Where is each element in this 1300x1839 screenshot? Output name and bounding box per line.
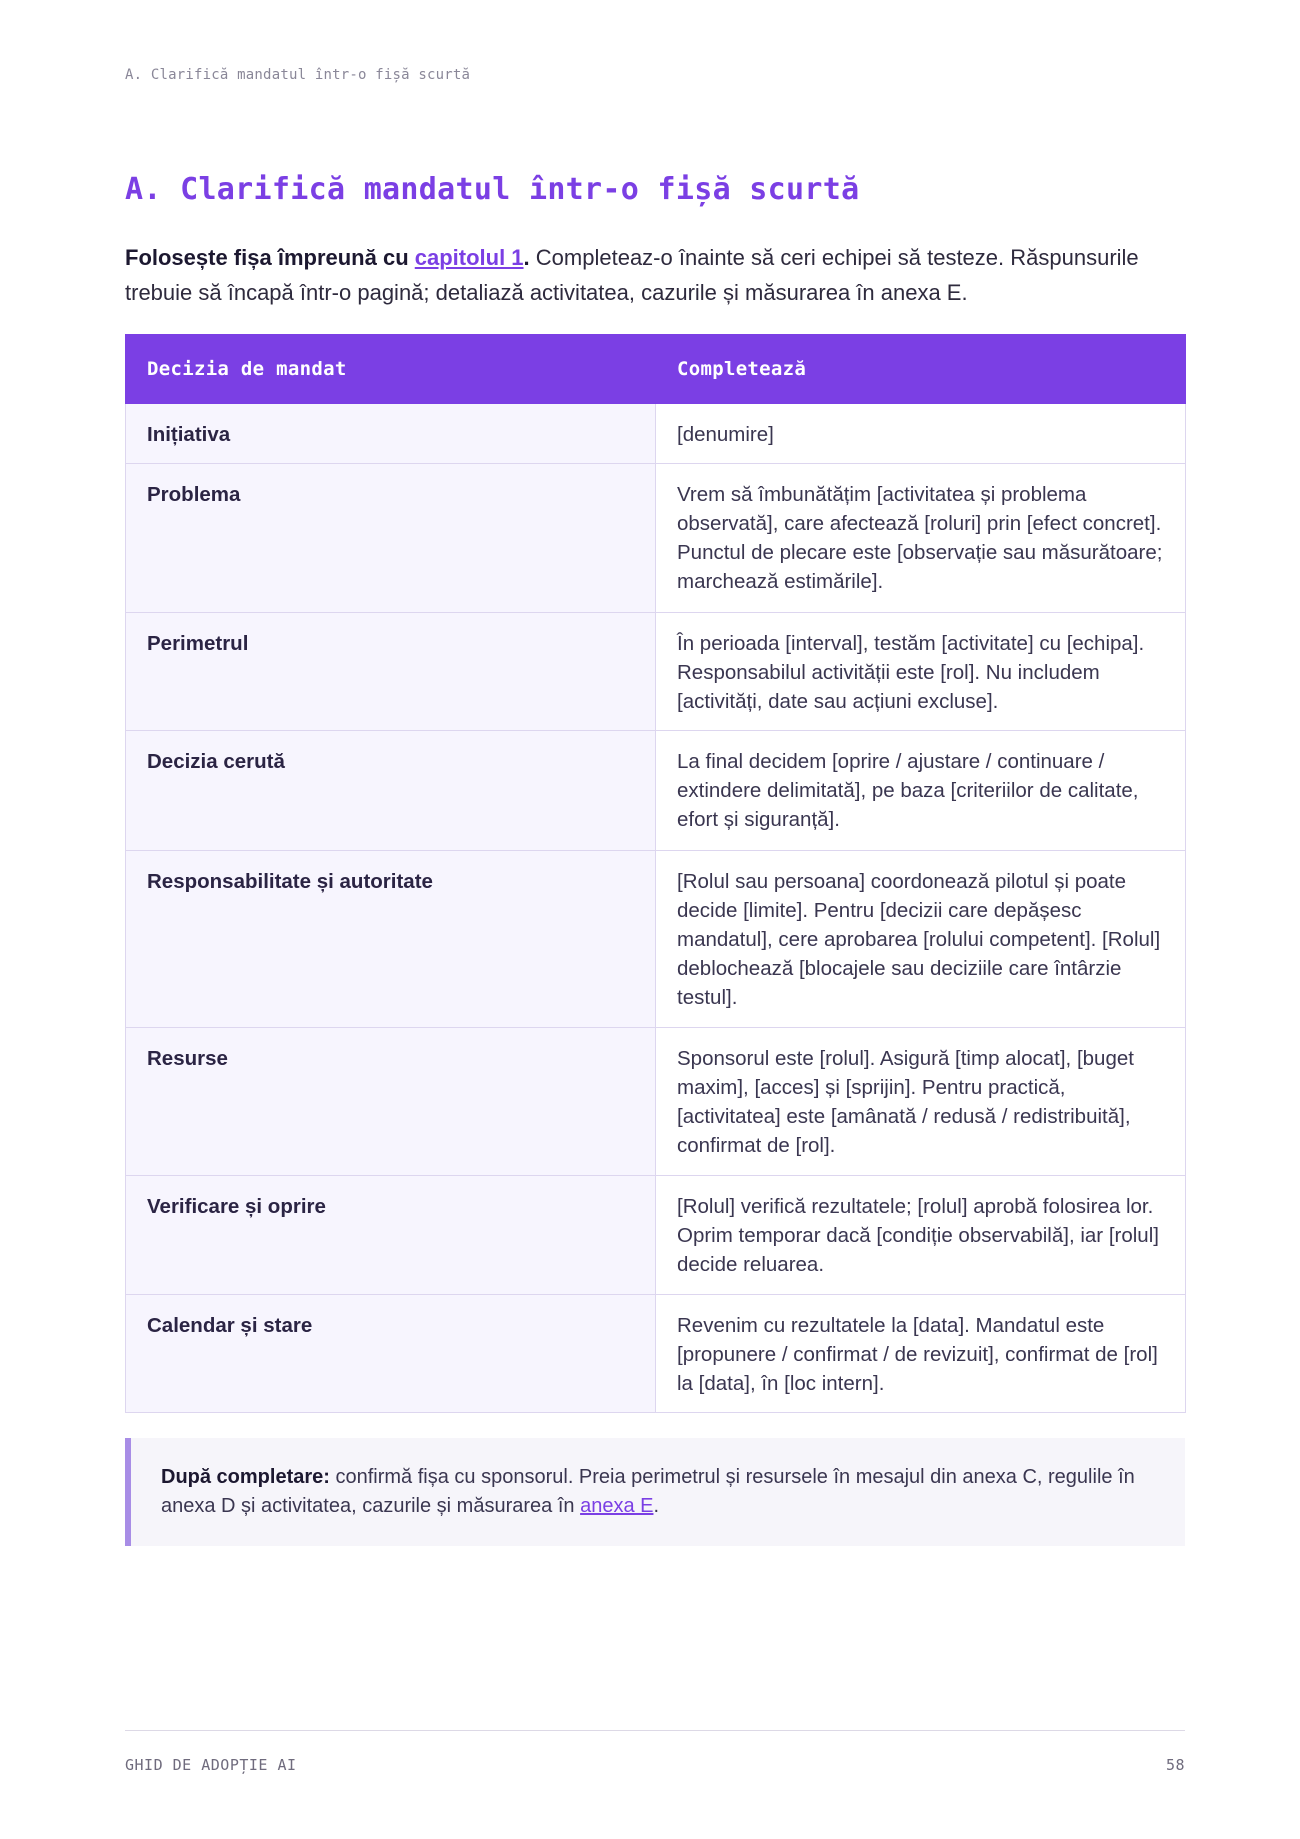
row-label: Problema xyxy=(126,464,656,613)
row-value: Sponsorul este [rolul]. Asigură [timp alocat], [buget maxim], [acces] și [sprijin]. Pentru practică, [activitatea] este [amânată / redusă / redistribuită], confirmat de [rol]. xyxy=(656,1028,1186,1176)
completion-note xyxy=(125,1438,1185,1546)
annex-e-link[interactable]: anexa E xyxy=(580,1495,654,1517)
footer-divider xyxy=(125,1730,1185,1731)
row-label: Inițiativa xyxy=(126,404,656,464)
column-header-decision: Decizia de mandat xyxy=(126,335,656,404)
row-value: [Rolul] verifică rezultatele; [rolul] aprobă folosirea lor. Oprim temporar dacă [condiție observabilă], iar [rolul] decide reluarea. xyxy=(656,1176,1186,1295)
note-lead: După completare: xyxy=(161,1466,330,1488)
table-row xyxy=(126,1295,1186,1413)
table-row xyxy=(126,731,1186,851)
mandate-table xyxy=(125,334,1186,1413)
intro-paragraph xyxy=(125,240,1185,310)
row-label: Resurse xyxy=(126,1028,656,1176)
table-row xyxy=(126,613,1186,731)
page-number: 58 xyxy=(1165,1756,1185,1774)
intro-lead: Folosește fișa împreună cu capitolul 1. xyxy=(125,245,530,270)
page-title: A. Clarifică mandatul într-o fișă scurtă xyxy=(125,172,860,207)
row-value: [Rolul sau persoana] coordonează pilotul și poate decide [limite]. Pentru [decizii care depășesc mandatul], cere aprobarea [rolului competent]. [Rolul] deblochează [blocajele sau deciziile care întârzie testul]. xyxy=(656,851,1186,1028)
row-value: Revenim cu rezultatele la [data]. Mandatul este [propunere / confirmat / de revizuit], confirmat de [rol] la [data], în [loc intern]. xyxy=(656,1295,1186,1413)
row-value: În perioada [interval], testăm [activitate] cu [echipa]. Responsabilul activității este [rol]. Nu includem [activități, date sau acțiuni excluse]. xyxy=(656,613,1186,731)
row-value: La final decidem [oprire / ajustare / continuare / extindere delimitată], pe baza [criteriilor de calitate, efort și siguranță]. xyxy=(656,731,1186,851)
row-value: [denumire] xyxy=(656,404,1186,464)
table-row xyxy=(126,464,1186,613)
row-label: Verificare și oprire xyxy=(126,1176,656,1295)
intro-rest: Completeaz-o înainte să ceri echipei să testeze. Răspunsurile trebuie să încapă într-o pagină; detaliază activitatea, cazurile și măsurarea în anexa E. xyxy=(125,245,1139,305)
row-label: Responsabilitate și autoritate xyxy=(126,851,656,1028)
row-label: Decizia cerută xyxy=(126,731,656,851)
chapter-1-link[interactable]: capitolul 1 xyxy=(414,245,524,270)
note-text: confirmă fișa cu sponsorul. Preia perimetrul și resursele în mesajul din anexa C, regulile în anexa D și activitatea, cazurile și măsurarea în xyxy=(161,1466,1135,1517)
table-row xyxy=(126,1028,1186,1176)
footer-book-title: GHID DE ADOPȚIE AI xyxy=(125,1756,297,1774)
running-head: A. Clarifică mandatul într-o fișă scurtă xyxy=(125,67,471,83)
column-header-fill: Completează xyxy=(656,335,1186,404)
row-value: Vrem să îmbunătățim [activitatea și problema observată], care afectează [roluri] prin [efect concret]. Punctul de plecare este [observație sau măsurătoare; marchează estimările]. xyxy=(656,464,1186,613)
table-row xyxy=(126,851,1186,1028)
row-label: Calendar și stare xyxy=(126,1295,656,1413)
note-end: . xyxy=(653,1495,660,1517)
table-row xyxy=(126,404,1186,464)
row-label: Perimetrul xyxy=(126,613,656,731)
table-row xyxy=(126,1176,1186,1295)
table-header-row xyxy=(126,335,1186,404)
